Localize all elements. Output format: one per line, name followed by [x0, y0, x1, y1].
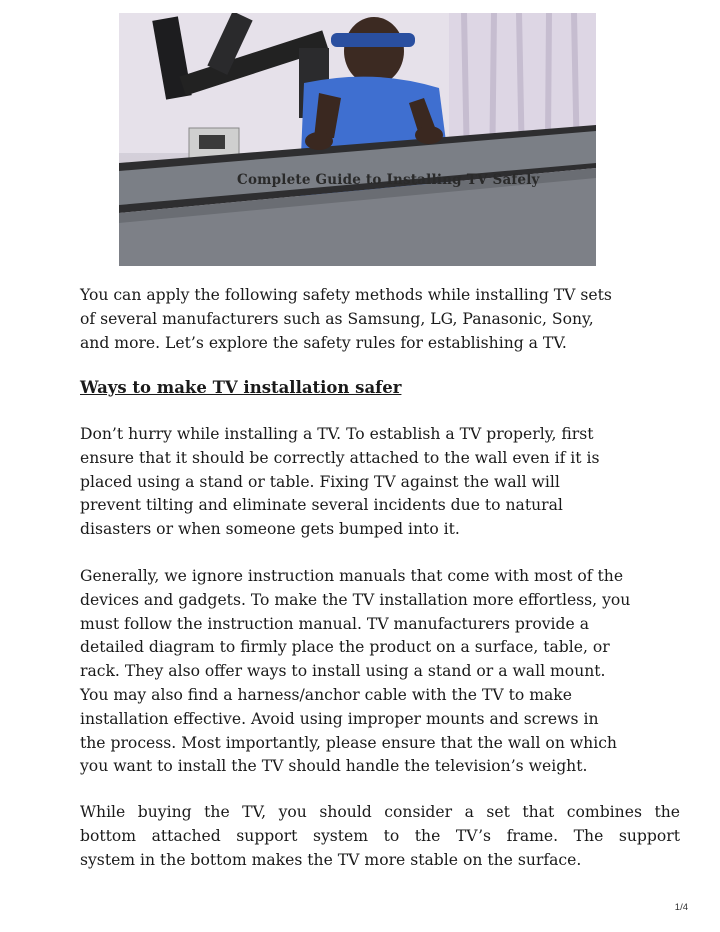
- paragraph-line: bottom attached support system to the TV’s frame. The support: [80, 826, 680, 845]
- paragraph-line: devices and gadgets. To make the TV installation more effortless, you: [80, 590, 631, 609]
- paragraph-line: You may also find a harness/anchor cable with the TV to make: [80, 685, 572, 704]
- paragraph-line: the process. Most importantly, please ensure that the wall on which: [80, 733, 617, 752]
- paragraph-line: must follow the instruction manual. TV manufacturers provide a: [80, 614, 589, 633]
- paragraph-line: detailed diagram to firmly place the product on a surface, table, or: [80, 638, 610, 657]
- paragraph-line: installation effective. Avoid using improper mounts and screws in: [80, 709, 599, 728]
- tv-installation-illustration: [119, 13, 596, 266]
- paragraph-line: rack. They also offer ways to install using a stand or a wall mount.: [80, 662, 606, 681]
- hero-image: [119, 13, 596, 266]
- paragraph-manuals: [80, 565, 680, 779]
- paragraph-hurry: [80, 423, 680, 542]
- section-heading: Ways to make TV installation safer: [80, 378, 402, 397]
- paragraph-line: system in the bottom makes the TV more stable on the surface.: [80, 850, 582, 869]
- intro-line-3: and more. Let’s explore the safety rules for establishing a TV.: [80, 333, 567, 352]
- intro-line-2: of several manufacturers such as Samsung, LG, Panasonic, Sony,: [80, 309, 594, 328]
- paragraph-line: Don’t hurry while installing a TV. To establish a TV properly, first: [80, 425, 594, 443]
- page-number: 1/4: [674, 902, 688, 913]
- paragraph-line: prevent tilting and eliminate several incidents due to natural: [80, 496, 563, 515]
- intro-line-1: You can apply the following safety methods while installing TV sets: [80, 286, 612, 304]
- intro-paragraph: [80, 284, 680, 355]
- paragraph-line: placed using a stand or table. Fixing TV against the wall will: [80, 472, 560, 491]
- paragraph-line: Generally, we ignore instruction manuals that come with most of the: [80, 567, 624, 585]
- hero-caption: Complete Guide to Installing TV Safely: [237, 172, 540, 188]
- paragraph-line: you want to install the TV should handle the television’s weight.: [80, 757, 588, 776]
- paragraph-line: While buying the TV, you should consider a set that combines the: [80, 803, 680, 821]
- paragraph-line: ensure that it should be correctly attached to the wall even if it is: [80, 448, 600, 467]
- paragraph-line: disasters or when someone gets bumped into it.: [80, 520, 460, 539]
- paragraph-buying: [80, 801, 680, 872]
